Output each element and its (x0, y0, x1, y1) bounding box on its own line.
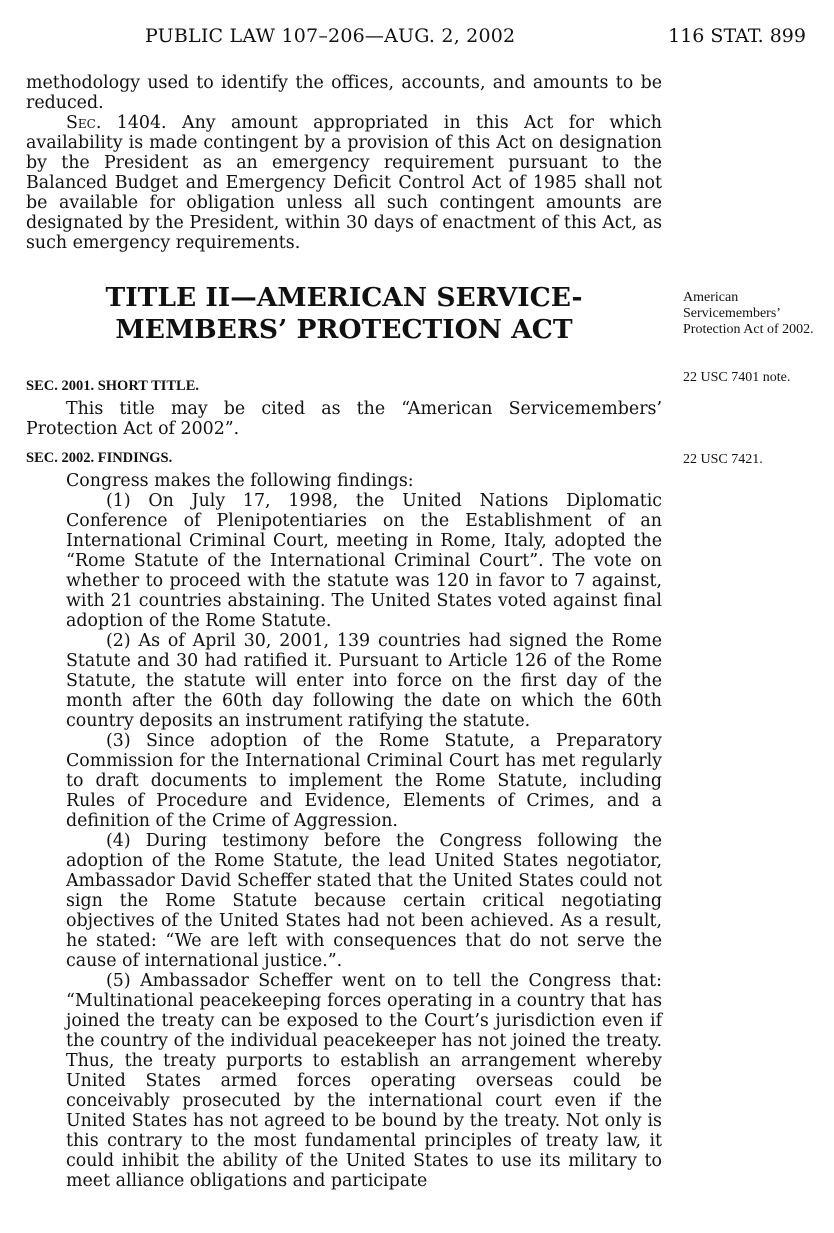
sec-2002-heading: SEC. 2002. FINDINGS. (26, 450, 173, 466)
running-head (0, 25, 834, 53)
margin-note-sec-2001: 22 USC 7401 note. (683, 370, 791, 385)
finding-item: (3) Since adoption of the Rome Statute, a Preparatory Commission for the International Criminal Court has met regularly to draft documents to implement the Rome Statute, including Rules of Procedure and Evidence, Elements of Crimes, and a definition of the Crime of Aggression. (66, 731, 662, 831)
title-heading-line-1: TITLE II—AMERICAN SERVICE- (105, 282, 583, 313)
main-text-column (26, 73, 662, 1191)
sec-2001-text: This title may be cited as the “American Servicemembers’ Protection Act of 2002”. (26, 399, 662, 439)
finding-item: (4) During testimony before the Congress following the adoption of the Rome Statute, the lead United States negotiator, Ambassador David Scheffer stated that the United States could not sign the Rome Statute because certain critical negotiating objectives of the United States had not been achieved. As a result, he stated: “We are left with consequences that do not serve the cause of international justice.”. (66, 831, 662, 971)
finding-item: (1) On July 17, 1998, the United Nations Diplomatic Conference of Plenipotentiaries on the Establishment of an International Criminal Court, meeting in Rome, Italy, adopted the “Rome Statute of the International Criminal Court”. The vote on whether to proceed with the statute was 120 in favor to 7 against, with 21 countries abstaining. The United States voted against final adoption of the Rome Statute. (66, 491, 662, 631)
findings-lead: Congress makes the following findings: (66, 471, 414, 491)
sec-1404-paragraph (26, 113, 662, 253)
sec-1404-label: Sec. 1404. (66, 113, 167, 133)
title-heading (26, 282, 662, 346)
finding-item: (5) Ambassador Scheffer went on to tell the Congress that: “Multinational peacekeeping forces operating in a country that has joined the treaty can be exposed to the Court’s jurisdiction even if the country of the individual peacekeeper has not joined the treaty. Thus, the treaty purports to establish an arrangement whereby United States armed forces operating overseas could be conceivably prosecuted by the international court even if the United States has not agreed to be bound by the treaty. Not only is this contrary to the most fundamental principles of treaty law, it could inhibit the ability of the United States to use its military to meet alliance obligations and participate (66, 971, 662, 1191)
margin-note-sec-2002: 22 USC 7421. (683, 452, 763, 467)
margin-note-short-title-act: American Servicemembers’ Protection Act of 2002. (683, 290, 814, 337)
page-number: 116 STAT. 899 (668, 25, 806, 47)
running-head-title: PUBLIC LAW 107–206—AUG. 2, 2002 (145, 25, 516, 47)
continuation-paragraph: methodology used to identify the offices, accounts, and amounts to be reduced. (26, 73, 662, 113)
finding-item: (2) As of April 30, 2001, 139 countries had signed the Rome Statute and 30 had ratified it. Pursuant to Article 126 of the Rome Statute, the statute will enter into force on the first day of the month after the 60th day following the date on which the 60th country deposits an instrument ratifying the statute. (66, 631, 662, 731)
sec-2001-heading: SEC. 2001. SHORT TITLE. (26, 378, 200, 394)
title-heading-line-2: MEMBERS’ PROTECTION ACT (115, 314, 573, 345)
sec-2002-body (26, 471, 662, 1191)
sec-1404-text: Any amount appropriated in this Act for which availability is made contingent by a provision of this Act on designation by the President as an emergency requirement pursuant to the Balanced Budget and Emergency Deficit Control Act of 1985 shall not be available for obligation unless all such contingent amounts are designated by the President, within 30 days of enactment of this Act, as such emergency requirements. (26, 113, 662, 253)
